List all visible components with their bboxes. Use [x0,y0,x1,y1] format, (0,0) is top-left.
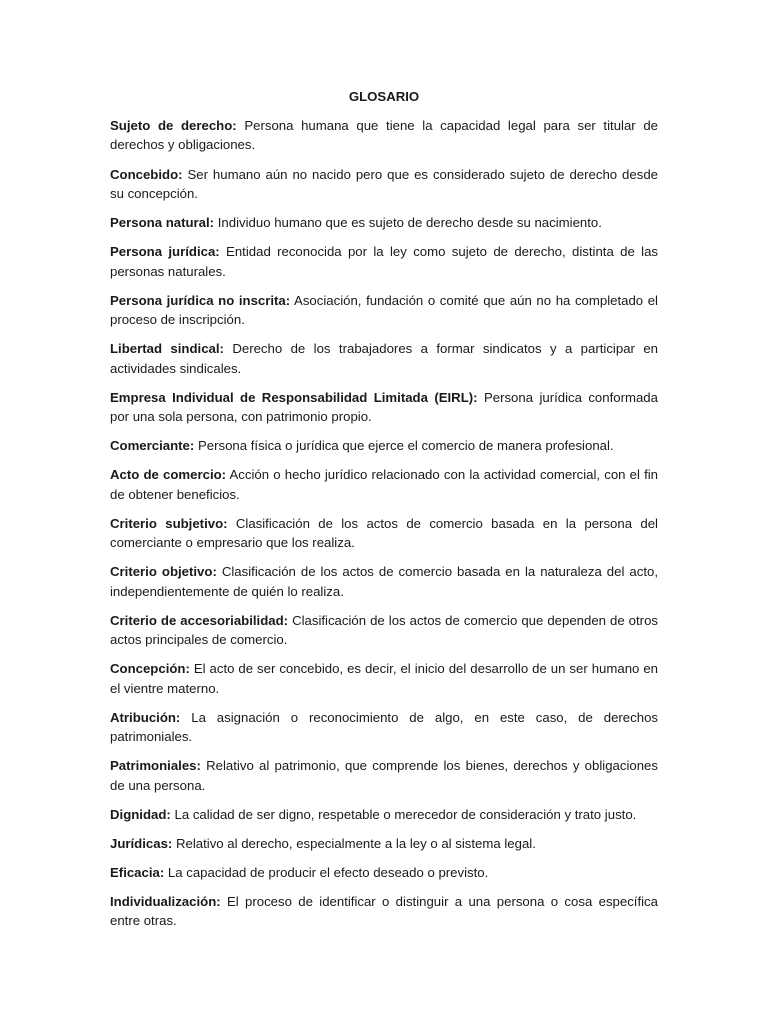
glossary-definition: Acción o hecho jurídico relacionado con la actividad comercial, con el fin de obtener beneficios. [110,467,659,502]
glossary-definition: Ser humano aún no nacido pero que es considerado sujeto de derecho desde su concepción. [110,166,658,201]
glossary-definition: La capacidad de producir el efecto deseado o previsto. [167,864,489,880]
glossary-term: Acto de comercio: [110,467,227,483]
glossary-term: Individualización: [110,893,221,909]
glossary-definition: Persona humana que tiene la capacidad legal para ser titular de derechos y obligaciones. [110,118,658,153]
glossary-term: Sujeto de derecho: [110,118,237,133]
glossary-definition: El acto de ser concebido, es decir, el inicio del desarrollo de un ser humano en el vientre materno. [110,661,658,696]
glossary-term: Eficacia: [110,864,165,880]
glossary-entry [110,659,658,698]
glossary-definition: La asignación o reconocimiento de algo, en este caso, de derechos patrimoniales. [110,709,658,745]
glossary-term: Empresa Individual de Responsabilidad Limitada (EIRL): [110,389,478,405]
glossary-entry [110,756,658,795]
glossary-entry [110,514,658,553]
glossary-definition: La calidad de ser digno, respetable o merecedor de consideración y trato justo. [174,806,637,822]
glossary-definition: Individuo humano que es sujeto de derecho desde su nacimiento. [217,215,602,230]
glossary-entry [110,291,658,330]
glossary-entry [110,562,658,601]
glossary-definition: Clasificación de los actos de comercio basada en la naturaleza del acto, independientemente de quién lo realiza. [110,564,658,599]
glossary-definition: Derecho de los trabajadores a formar sindicatos y a participar en actividades sindicales. [110,341,658,376]
document-title: GLOSARIO [348,89,420,104]
glossary-term: Persona jurídica: [110,244,220,260]
glossary-definition: Asociación, fundación o comité que aún no ha completado el proceso de inscripción. [110,292,658,327]
glossary-entry [110,213,658,232]
glossary-entry [110,834,658,853]
glossary-definition: Persona jurídica conformada por una sola persona, con patrimonio propio. [110,389,658,424]
glossary-definition: Clasificación de los actos de comercio basada en la persona del comerciante o empresario que los realiza. [110,515,658,551]
glossary-term: Patrimoniales: [110,758,201,774]
glossary-entry [110,388,658,427]
glossary-definition: Entidad reconocida por la ley como sujeto de derecho, distinta de las personas naturales. [110,244,658,279]
glossary-term: Persona natural: [110,215,215,230]
glossary-entry [110,805,658,824]
glossary-definition: Clasificación de los actos de comercio que dependen de otros actos principales de comercio. [110,612,658,648]
glossary-entry [110,242,658,281]
glossary-entry [110,465,658,504]
glossary-entry [110,436,658,455]
glossary-term: Persona jurídica no inscrita: [110,292,291,308]
glossary-term: Libertad sindical: [110,341,224,357]
glossary-term: Jurídicas: [110,835,173,851]
glossary-definition: Persona física o jurídica que ejerce el comercio de manera profesional. [197,438,614,454]
glossary-entry [110,165,658,204]
glossary-entry [110,116,658,155]
glossary-term: Criterio subjetivo: [110,515,228,531]
glossary-list [110,116,658,931]
glossary-entry [110,611,658,650]
glossary-term: Comerciante: [110,438,195,454]
glossary-entry [110,863,658,882]
glossary-entry [110,339,658,378]
glossary-definition: Relativo al patrimonio, que comprende los bienes, derechos y obligaciones de una persona. [110,758,658,793]
glossary-entry [110,708,658,747]
glossary-term: Atribución: [110,709,181,725]
glossary-term: Criterio objetivo: [110,564,217,580]
glossary-definition: Relativo al derecho, especialmente a la ley o al sistema legal. [175,835,536,851]
glossary-definition: El proceso de identificar o distinguir a una persona o cosa específica entre otras. [110,893,658,929]
glossary-term: Concepción: [110,661,190,677]
glossary-term: Dignidad: [110,806,171,822]
glossary-term: Criterio de accesoriabilidad: [110,612,289,628]
glossary-term: Concebido: [110,166,183,182]
glossary-entry [110,892,658,931]
